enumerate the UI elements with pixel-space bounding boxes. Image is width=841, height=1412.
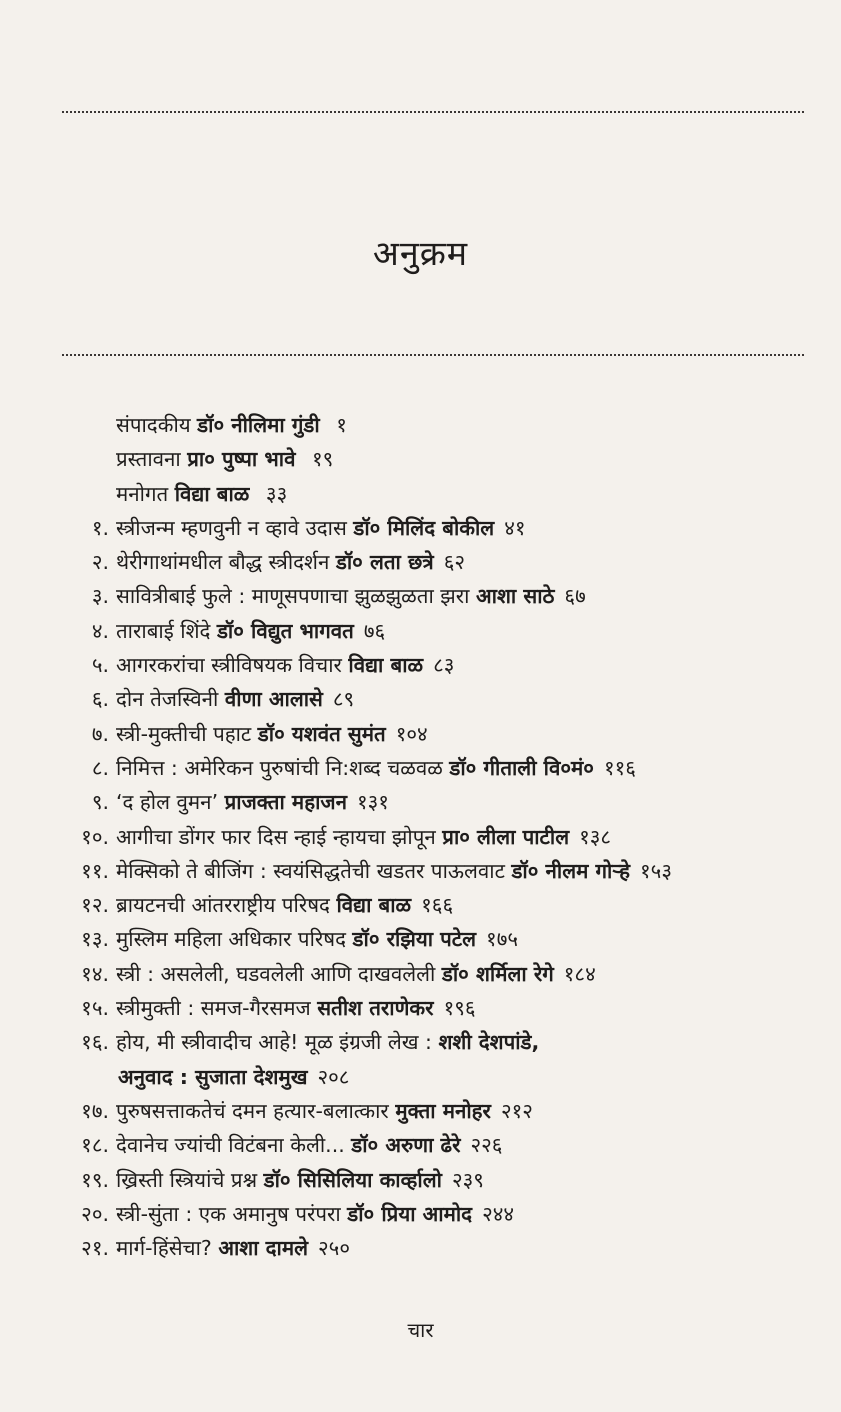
toc-entry-title: स्त्रीजन्म म्हणवुनी न व्हावे उदास	[116, 515, 347, 540]
toc-entry-number: १४.	[81, 961, 109, 986]
toc-entry-number: १५.	[81, 996, 109, 1021]
toc-entry-row	[0, 922, 841, 956]
toc-entry-page: ६७	[564, 584, 586, 609]
toc-entry-title: आगरकरांचा स्त्रीविषयक विचार	[116, 653, 342, 678]
toc-entry-page: २३९	[451, 1167, 484, 1192]
page-title: अनुक्रम	[372, 233, 469, 274]
toc-entry-author: विद्या बाळ	[348, 653, 424, 678]
toc-entry-page: १९६	[443, 996, 476, 1021]
toc-entry-title: थेरीगाथांमधील बौद्ध स्त्रीदर्शन	[116, 550, 330, 575]
toc-entry-author: डॉ० विद्युत भागवत	[216, 618, 354, 643]
toc-entry-author: विद्या बाळ	[174, 481, 250, 506]
toc-entry-row	[0, 717, 841, 751]
toc-entry-author: विद्या बाळ	[336, 893, 412, 918]
toc-entry-number: ५.	[91, 653, 109, 678]
toc-entry-number: १९.	[81, 1167, 109, 1192]
toc-entry-title: स्त्री-मुक्तीची पहाट	[116, 721, 252, 746]
toc-entry-row	[0, 888, 841, 922]
toc-entry-title: होय, मी स्त्रीवादीच आहे! मूळ इंग्रजी लेख :	[116, 1030, 432, 1055]
toc-entry-author: डॉ० गीताली वि०मं०	[449, 755, 594, 780]
toc-entry-row	[0, 991, 841, 1025]
table-of-contents	[0, 408, 841, 1265]
toc-entry-page: १३१	[356, 790, 389, 815]
toc-entry-row	[0, 1060, 841, 1094]
toc-entry-author: प्राजक्ता महाजन	[224, 790, 347, 815]
toc-entry-number: ६.	[91, 687, 109, 712]
toc-entry-page: १७५	[486, 927, 519, 952]
toc-entry-title: मुस्लिम महिला अधिकार परिषद	[116, 927, 347, 952]
toc-preface-row	[0, 408, 841, 442]
toc-entry-page: ६२	[443, 550, 466, 575]
top-dotted-rule	[62, 111, 804, 113]
toc-entry-page: ११६	[603, 755, 636, 780]
toc-entry-number: ७.	[91, 721, 109, 746]
toc-entry-author: डॉ० मिलिंद बोकील	[353, 515, 495, 540]
toc-entry-title: निमित्त : अमेरिकन पुरुषांची नि:शब्द चळवळ	[116, 755, 443, 780]
toc-entry-title: ब्रायटनची आंतरराष्ट्रीय परिषद	[116, 893, 330, 918]
toc-preface-row	[0, 477, 841, 511]
toc-entry-page: १५३	[640, 858, 672, 883]
toc-entry-title: प्रस्तावना	[116, 447, 181, 472]
toc-entry-author: डॉ० प्रिया आमोद	[347, 1201, 473, 1226]
toc-entry-author: प्रा० पुष्पा भावे	[187, 447, 296, 472]
toc-entry-page: ८३	[433, 653, 455, 678]
toc-entry-row	[0, 1025, 841, 1059]
toc-entries	[0, 511, 841, 1266]
toc-entry-author: प्रा० लीला पाटील	[442, 824, 570, 849]
toc-entry-title: सावित्रीबाई फुले : माणूसपणाचा झुळझुळता झरा	[116, 584, 470, 609]
toc-entry-author: डॉ० नीलिमा गुंडी	[197, 413, 320, 437]
toc-entry-page: २२६	[470, 1133, 503, 1158]
toc-entry-author: आशा साठे	[476, 584, 555, 609]
toc-entry-page: २५०	[318, 1236, 350, 1261]
toc-entry-author: सतीश तराणेकर	[317, 996, 434, 1021]
toc-entry-author: डॉ० यशवंत सुमंत	[257, 721, 386, 746]
toc-entry-number: १.	[91, 515, 109, 540]
toc-entry-number: ९.	[91, 790, 109, 815]
toc-entry-row	[0, 648, 841, 682]
toc-entry-page: १	[336, 413, 347, 437]
toc-entry-row	[0, 614, 841, 648]
toc-entry-title: ‘द होल वुमन’	[116, 790, 219, 815]
toc-entry-title: स्त्री-सुंता : एक अमानुष परंपरा	[116, 1201, 341, 1226]
toc-entry-page: २१२	[500, 1098, 533, 1123]
toc-entry-author: शशी देशपांडे,	[438, 1030, 540, 1055]
toc-entry-title: दोन तेजस्विनी	[116, 687, 219, 712]
toc-entry-row	[0, 751, 841, 785]
toc-entry-page: २४४	[482, 1201, 515, 1226]
toc-entry-author: आशा दामले	[218, 1236, 309, 1261]
toc-entry-title: पुरुषसत्ताकतेचं दमन हत्यार-बलात्कार	[116, 1098, 389, 1123]
toc-entry-row	[0, 854, 841, 888]
toc-entry-author: डॉ० रझिया पटेल	[352, 927, 477, 952]
toc-entry-page: १३८	[579, 824, 612, 849]
toc-entry-author: वीणा आलासे	[224, 687, 323, 712]
toc-entry-row	[0, 820, 841, 854]
toc-entry-number: १७.	[81, 1098, 109, 1123]
toc-entry-page: १९	[312, 447, 334, 472]
toc-entry-author: डॉ० सिसिलिया कार्व्हालो	[263, 1167, 442, 1192]
toc-entry-page: १६६	[421, 893, 454, 918]
toc-entry-row	[0, 1231, 841, 1265]
toc-entry-number: १३.	[81, 927, 109, 952]
toc-entry-page: १०४	[395, 721, 428, 746]
toc-entry-row	[0, 785, 841, 819]
toc-entry-author: अनुवाद : सुजाता देशमुख	[118, 1064, 308, 1089]
toc-entry-title: स्त्री : असलेली, घडवलेली आणि दाखवलेली	[116, 961, 436, 986]
toc-entry-number: १२.	[81, 893, 109, 918]
toc-entry-row	[0, 1163, 841, 1197]
toc-entry-title: मेक्सिको ते बीजिंग : स्वयंसिद्धतेची खडतर पाऊलवाट	[116, 858, 505, 883]
toc-entry-number: ११.	[81, 858, 109, 883]
toc-entry-row	[0, 545, 841, 579]
toc-entry-page: ८९	[332, 687, 355, 712]
toc-entry-title: स्त्रीमुक्ती : समज-गैरसमज	[116, 996, 311, 1021]
toc-entry-title: संपादकीय	[116, 413, 191, 437]
toc-entry-page: २०८	[317, 1064, 350, 1089]
toc-entry-title: ख्रिस्ती स्त्रियांचे प्रश्न	[116, 1167, 258, 1192]
toc-entry-number: १६.	[81, 1030, 109, 1055]
toc-entry-number: २.	[91, 550, 109, 575]
toc-entry-title: देवानेच ज्यांची विटंबना केली...	[116, 1133, 345, 1158]
toc-entry-row	[0, 682, 841, 716]
toc-entry-author: डॉ० लता छत्रे	[335, 550, 434, 575]
toc-entry-page: ४१	[504, 515, 526, 540]
toc-entry-number: १८.	[81, 1133, 109, 1158]
toc-preface-row	[0, 442, 841, 476]
toc-entry-author: डॉ० नीलम गोऱ्हे	[511, 858, 630, 883]
toc-entry-page: ३३	[265, 481, 288, 506]
toc-entry-title: आगीचा डोंगर फार दिस न्हाई न्हायचा झोपून	[116, 824, 436, 849]
toc-entry-number: ४.	[91, 618, 109, 643]
toc-entry-author: मुक्ता मनोहर	[395, 1098, 491, 1123]
toc-entry-number: २०.	[81, 1201, 109, 1226]
toc-entry-row	[0, 1094, 841, 1128]
page-number-footer: चार	[407, 1318, 434, 1342]
toc-entry-row	[0, 579, 841, 613]
title-dotted-rule	[62, 354, 804, 356]
toc-entry-row	[0, 511, 841, 545]
toc-entry-row	[0, 957, 841, 991]
toc-entry-page: ७६	[363, 618, 386, 643]
toc-entry-number: १०.	[81, 824, 109, 849]
toc-entry-author: डॉ० अरुणा ढेरे	[351, 1133, 461, 1158]
toc-entry-number: ८.	[91, 755, 109, 780]
toc-entry-number: ३.	[91, 584, 109, 609]
toc-entry-author: डॉ० शर्मिला रेगे	[441, 961, 554, 986]
toc-entry-title: मार्ग-हिंसेचा?	[116, 1236, 212, 1261]
toc-entry-title: ताराबाई शिंदे	[116, 618, 211, 643]
toc-entry-row	[0, 1128, 841, 1162]
toc-entry-number: २१.	[81, 1236, 109, 1261]
toc-entry-title: मनोगत	[116, 481, 169, 506]
toc-entry-row	[0, 1197, 841, 1231]
toc-entry-page: १८४	[563, 961, 596, 986]
